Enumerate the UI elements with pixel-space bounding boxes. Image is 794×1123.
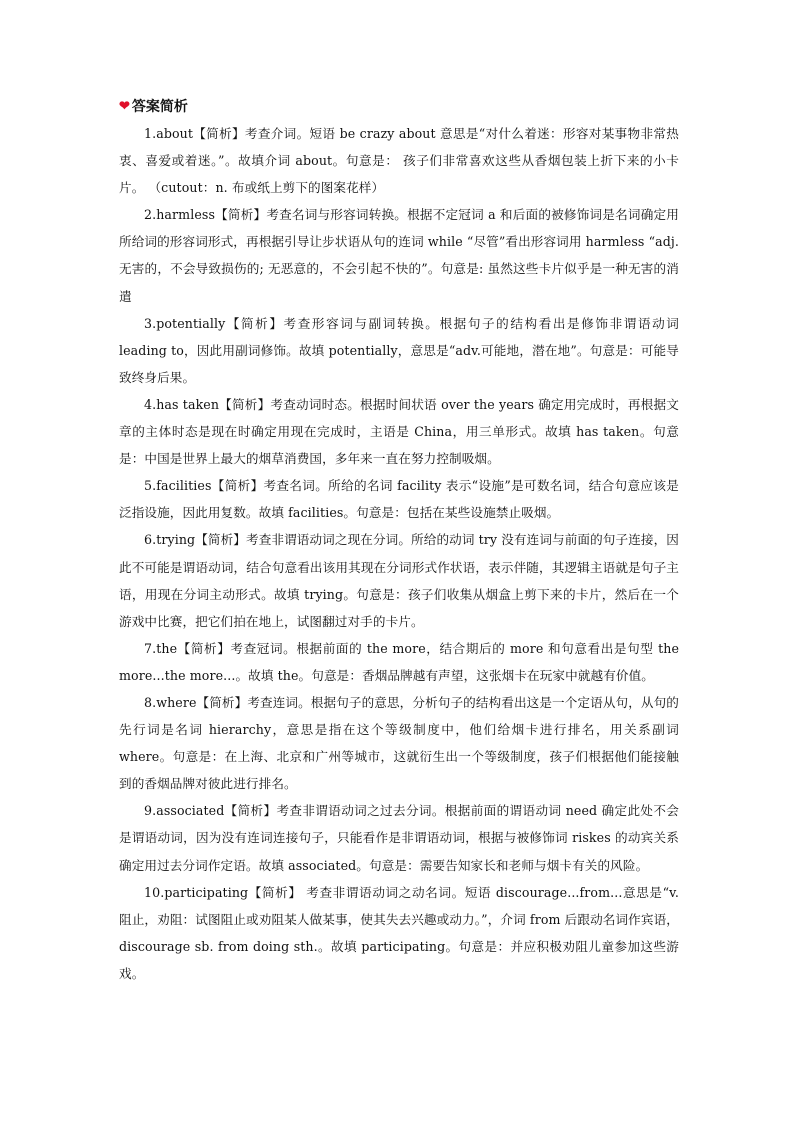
answer-text-4: 考查动词时态。根据时间状语 over the years 确定用完成时，再根据文章的主体时态是现在时确定用现在完成时，主语是 China，用三单形式。故填 has taken。句意是：中国是世界上最大的烟草消费国，多年来一直在努力控制吸烟。 [119, 396, 679, 467]
answer-text-10: 考查非谓语动词之动名词。短语 discourage...from...意思是“v. 阻止，劝阻：试图阻止或劝阻某人做某事，使其失去兴趣或动力。”，介词 from 后跟动名词作宾语，discourage sb. from doing sth.。故填 participating。句意是：并应积极劝阻儿童参加这些游戏。 [119, 884, 679, 981]
answer-text-5: 考查名词。所给的名词 facility 表示“设施”是可数名词，结合句意应该是泛指设施，因此用复数。故填 facilities。句意是：包括在某些设施禁止吸烟。 [119, 478, 679, 521]
answer-lead-5: 5.facilities【简析】 [144, 478, 264, 494]
answer-item-5 [119, 472, 679, 526]
answer-text-2: 考查名词与形容词转换。根据不定冠词 a 和后面的被修饰词是名词确定用所给词的形容词形式，再根据引导让步状语从句的连词 while “尽管”看出形容词用 harmless “adj.无害的，不会导致损伤的; 无恶意的，不会引起不快的”。句意是: 虽然这些卡片似乎是一种无害的消遣 [119, 207, 679, 304]
answer-item-4 [119, 391, 679, 472]
answer-text-3: 考查形容词与副词转换。根据句子的结构看出是修饰非谓语动词 leading to，因此用副词修饰。故填 potentially，意思是“adv.可能地，潜在地”。句意是：可能导致终身后果。 [119, 315, 679, 385]
answer-item-2 [119, 201, 679, 309]
answer-text-7: 考查冠词。根据前面的 the more，结合期后的 more 和句意看出是句型 the more...the more...。故填 the。句意是：香烟品牌越有声望，这张烟卡在玩家中就越有价值。 [119, 640, 679, 683]
answer-item-9 [119, 797, 679, 878]
answer-lead-8: 8.where【简析】 [144, 694, 248, 710]
answer-lead-6: 6.trying【简析】 [144, 532, 246, 548]
answer-item-6 [119, 526, 679, 634]
section-heading [119, 92, 679, 120]
answer-analysis-section [119, 92, 679, 987]
section-title: 答案简析 [131, 99, 188, 115]
answer-text-8: 考查连词。根据句子的意思，分析句子的结构看出这是一个定语从句，从句的先行词是名词 hierarchy，意思是指在这个等级制度中，他们给烟卡进行排名，用关系副词 where。句意是：在上海、北京和广州等城市，这就衍生出一个等级制度，孩子们根据他们能接触到的香烟品牌对彼此进行排名。 [119, 694, 679, 792]
answer-item-7 [119, 635, 679, 689]
answer-lead-2: 2.harmless【简析】 [144, 207, 267, 223]
answer-lead-4: 4.has taken【简析】 [144, 396, 271, 412]
answer-lead-1: 1.about【简析】 [144, 126, 245, 141]
answer-text-1: 考查介词。短语 be crazy about 意思是“对什么着迷：形容对某事物非常热衷、喜爱或着迷。”。故填介词 about。句意是： 孩子们非常喜欢这些从香烟包装上折下来的小卡片。 （cutout：n. 布或纸上剪下的图案花样） [119, 126, 679, 196]
answer-lead-9: 9.associated【简析】 [144, 803, 277, 819]
answer-item-8 [119, 689, 679, 797]
answer-lead-7: 7.the【简析】 [144, 640, 231, 656]
answer-item-3 [119, 310, 679, 391]
answer-text-6: 考查非谓语动词之现在分词。所给的动词 try 没有连词与前面的句子连接，因此不可能是谓语动词，结合句意看出该用其现在分词形式作状语，表示伴随，其逻辑主语就是句子主语，用现在分词主动形式。故填 trying。句意是：孩子们收集从烟盒上剪下来的卡片，然后在一个游戏中比赛，把它们拍在地上，试图翻过对手的卡片。 [119, 532, 679, 629]
answer-item-10 [119, 879, 679, 987]
heart-icon: ❤ [119, 98, 130, 114]
answer-lead-10: 10.participating【简析】 [144, 884, 302, 900]
answer-lead-3: 3.potentially【简析】 [144, 315, 284, 331]
answer-item-1 [119, 120, 679, 201]
answer-text-9: 考查非谓语动词之过去分词。根据前面的谓语动词 need 确定此处不会是谓语动词，因为没有连词连接句子，只能看作是非谓语动词，根据与被修饰词 riskes 的动宾关系确定用过去分词作定语。故填 associated。句意是：需要告知家长和老师与烟卡有关的风险。 [119, 803, 679, 873]
